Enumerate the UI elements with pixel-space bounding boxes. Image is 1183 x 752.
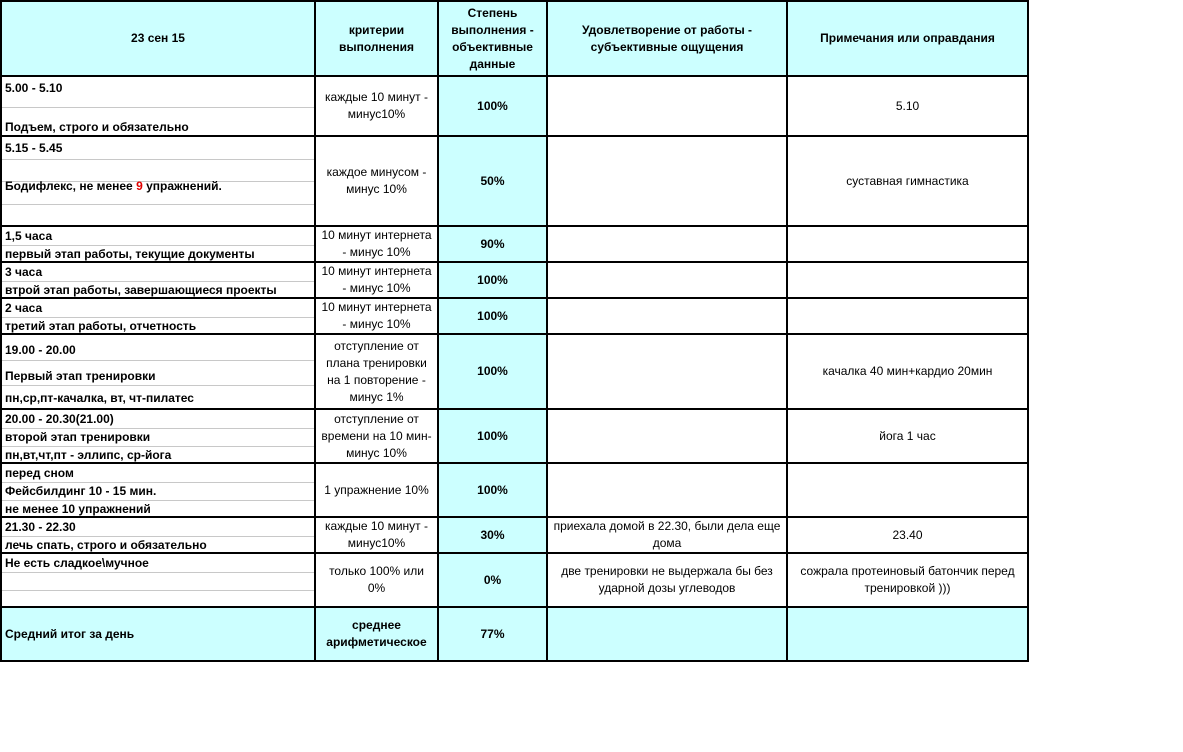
task-cell[interactable] — [0, 77, 316, 137]
header-satisfaction[interactable]: Удовлетворение от работы - субъективные ощущения — [548, 0, 788, 77]
degree-cell[interactable]: 100% — [439, 410, 548, 464]
degree-cell[interactable]: 0% — [439, 554, 548, 608]
criteria-cell[interactable]: отступление от времени на 10 мин- минус 10% — [316, 410, 439, 464]
criteria-cell[interactable]: 10 минут интернета - минус 10% — [316, 263, 439, 299]
satisfaction-cell[interactable]: приехала домой в 22.30, были дела еще дома — [548, 518, 788, 554]
criteria-cell[interactable]: 1 упражнение 10% — [316, 464, 439, 518]
task-time: 2 часа — [5, 301, 43, 315]
criteria-cell[interactable]: каждое минусом - минус 10% — [316, 137, 439, 227]
satisfaction-cell[interactable] — [548, 464, 788, 518]
notes-cell[interactable]: качалка 40 мин+кардио 20мин — [788, 335, 1029, 410]
task-cell[interactable] — [0, 335, 316, 410]
task-time: 1,5 часа — [5, 229, 53, 243]
criteria-cell[interactable]: каждые 10 минут - минус10% — [316, 77, 439, 137]
footer-degree[interactable]: 77% — [439, 608, 548, 662]
task-text: Бодифлекс, не менее — [5, 179, 137, 193]
cell-gridline — [2, 572, 314, 573]
task-cell[interactable] — [0, 554, 316, 608]
task-description: пн,ср,пт-качалка, вт, чт-пилатес — [5, 390, 194, 405]
degree-cell[interactable]: 100% — [439, 464, 548, 518]
footer-label[interactable]: Средний итог за день — [0, 608, 316, 662]
task-description: не менее 10 упражнений — [5, 502, 151, 516]
degree-cell[interactable]: 100% — [439, 77, 548, 137]
footer-criteria[interactable]: среднее арифметическое — [316, 608, 439, 662]
notes-cell[interactable] — [788, 464, 1029, 518]
notes-cell[interactable]: 5.10 — [788, 77, 1029, 137]
task-time: 5.15 - 5.45 — [5, 141, 63, 155]
footer-satisfaction[interactable] — [548, 608, 788, 662]
task-cell[interactable] — [0, 464, 316, 518]
notes-cell[interactable]: суставная гимнастика — [788, 137, 1029, 227]
header-degree[interactable]: Степень выполнения - объективные данные — [439, 0, 548, 77]
task-cell[interactable] — [0, 518, 316, 554]
task-text-end: упражнений. — [142, 179, 222, 193]
satisfaction-cell[interactable] — [548, 227, 788, 263]
header-date[interactable]: 23 сен 15 — [0, 0, 316, 77]
notes-cell[interactable]: йога 1 час — [788, 410, 1029, 464]
degree-cell[interactable]: 90% — [439, 227, 548, 263]
criteria-cell[interactable]: только 100% или 0% — [316, 554, 439, 608]
notes-cell[interactable] — [788, 263, 1029, 299]
header-notes[interactable]: Примечания или оправдания — [788, 0, 1029, 77]
criteria-cell[interactable]: отступление от плана тренировки на 1 повторение - минус 1% — [316, 335, 439, 410]
task-cell[interactable] — [0, 410, 316, 464]
task-time: 5.00 - 5.10 — [5, 81, 63, 95]
task-description: Подъем, строго и обязательно — [5, 120, 189, 134]
degree-cell[interactable]: 30% — [439, 518, 548, 554]
degree-cell[interactable]: 100% — [439, 299, 548, 335]
task-time: 21.30 - 22.30 — [5, 520, 76, 534]
exercise-count: 9 — [136, 179, 143, 193]
criteria-cell[interactable]: каждые 10 минут - минус10% — [316, 518, 439, 554]
task-description: первый этап работы, текущие документы — [5, 247, 255, 261]
task-time: Не есть сладкое\мучное — [5, 556, 149, 570]
task-cell[interactable] — [0, 227, 316, 263]
notes-cell[interactable]: 23.40 — [788, 518, 1029, 554]
satisfaction-cell[interactable] — [548, 299, 788, 335]
cell-gridline — [2, 590, 314, 591]
task-description: лечь спать, строго и обязательно — [5, 538, 207, 552]
task-cell[interactable] — [0, 299, 316, 335]
header-criteria[interactable]: критерии выполнения — [316, 0, 439, 77]
task-time: 3 часа — [5, 265, 43, 279]
cell-gridline — [2, 204, 314, 205]
task-cell[interactable] — [0, 137, 316, 227]
satisfaction-cell[interactable] — [548, 335, 788, 410]
notes-cell[interactable] — [788, 227, 1029, 263]
satisfaction-cell[interactable] — [548, 77, 788, 137]
task-time: 20.00 - 20.30(21.00) — [5, 412, 114, 426]
satisfaction-cell[interactable] — [548, 137, 788, 227]
task-description: втрой этап работы, завершающиеся проекты — [5, 283, 277, 297]
satisfaction-cell[interactable] — [548, 410, 788, 464]
notes-cell[interactable]: сожрала протеиновый батончик перед тренировкой ))) — [788, 554, 1029, 608]
criteria-cell[interactable]: 10 минут интернета - минус 10% — [316, 227, 439, 263]
task-time: перед сном — [5, 466, 74, 480]
degree-cell[interactable]: 100% — [439, 335, 548, 410]
degree-cell[interactable]: 50% — [439, 137, 548, 227]
cell-gridline — [2, 159, 314, 160]
task-description: Первый этап тренировки — [5, 369, 156, 383]
task-description: второй этап тренировки — [5, 430, 151, 444]
criteria-cell[interactable]: 10 минут интернета - минус 10% — [316, 299, 439, 335]
task-time: 19.00 - 20.00 — [5, 343, 76, 357]
footer-notes[interactable] — [788, 608, 1029, 662]
task-description — [2, 175, 314, 197]
satisfaction-cell[interactable] — [548, 263, 788, 299]
task-description: третий этап работы, отчетность — [5, 319, 197, 333]
cell-gridline — [2, 107, 314, 108]
task-cell[interactable] — [0, 263, 316, 299]
degree-cell[interactable]: 100% — [439, 263, 548, 299]
task-description: Фейсбилдинг 10 - 15 мин. — [5, 484, 157, 498]
notes-cell[interactable] — [788, 299, 1029, 335]
satisfaction-cell[interactable]: две тренировки не выдержала бы без ударной дозы углеводов — [548, 554, 788, 608]
task-description: пн,вт,чт,пт - эллипс, ср-йога — [5, 448, 172, 462]
